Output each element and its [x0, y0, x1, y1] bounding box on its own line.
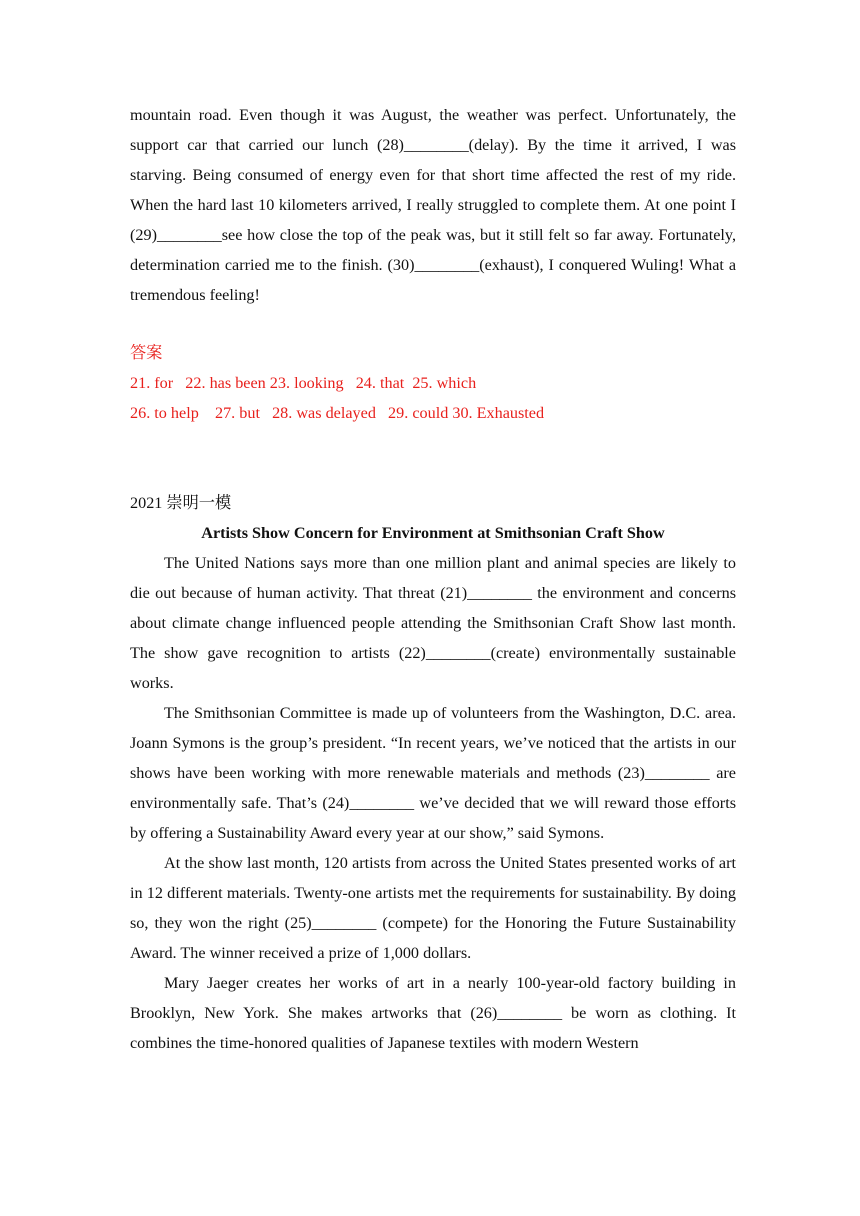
passage-continuation: mountain road. Even though it was August, the weather was perfect. Unfortunately, the support car that carried our lunch (28)________(delay). By the time it arrived, I was starving. Being consumed of energy even for that short time affected the rest of my ride. When the hard last 10 kilometers arrived, I really struggled to complete them. At one point I (29)________see how close the top of the peak was, but it still felt so far away. Fortunately, determination carried me to the finish. (30)________(exhaust), I conquered Wuling! What a tremendous feeling!: [130, 106, 736, 304]
answer-heading: 答案: [130, 344, 163, 362]
answer-line-1: 21. for 22. has been 23. looking 24. that 25. which: [130, 374, 477, 392]
answer-line-2: 26. to help 27. but 28. was delayed 29. could 30. Exhausted: [130, 404, 545, 422]
passage-paragraph: The United Nations says more than one million plant and animal species are likely to die out because of human activity. That threat (21)________ the environment and concerns about climate change influenced people attending the Smithsonian Craft Show last month. The show gave recognition to artists (22)________(create) environmentally sustainable works.: [130, 554, 736, 692]
passage-paragraph: Mary Jaeger creates her works of art in a nearly 100-year-old factory building in Brooklyn, New York. She makes artworks that (26)________ be worn as clothing. It combines the time-honored qualities of Japanese textiles with modern Western: [130, 974, 736, 1052]
exam-source-label: 2021 崇明一模: [130, 494, 232, 512]
passage-title: Artists Show Concern for Environment at Smithsonian Craft Show: [201, 524, 665, 542]
passage-paragraph: At the show last month, 120 artists from across the United States presented works of art in 12 different materials. Twenty-one artists met the requirements for sustainability. By doing so, they won the right (25)________ (compete) for the Honoring the Future Sustainability Award. The winner received a prize of 1,000 dollars.: [130, 854, 736, 962]
passage-paragraph: The Smithsonian Committee is made up of volunteers from the Washington, D.C. area. Joann Symons is the group’s president. “In recent years, we’ve noticed that the artists in our shows have been working with more renewable materials and methods (23)________ are environmentally safe. That’s (24)________ we’ve decided that we will reward those efforts by offering a Sustainability Award every year at our show,” said Symons.: [130, 704, 736, 842]
answer-block: [130, 338, 736, 428]
document-page: [130, 100, 736, 1058]
